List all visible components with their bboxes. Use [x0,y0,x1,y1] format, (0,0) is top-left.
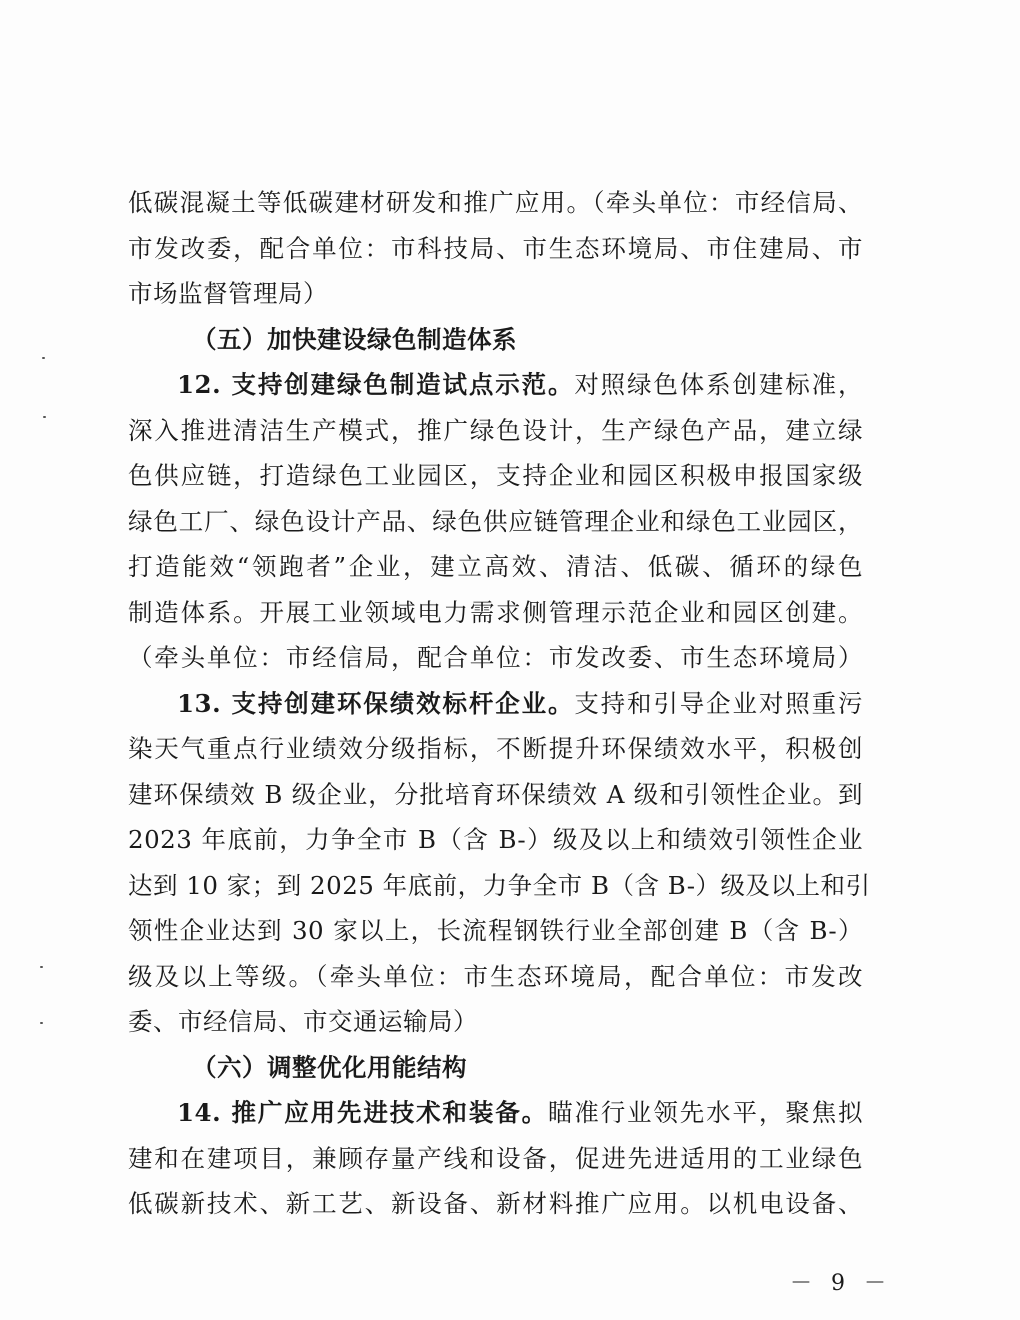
text-line: 色供应链，打造绿色工业园区，支持企业和园区积极申报国家级 [128,461,863,490]
text-line: 绿色工厂、绿色设计产品、绿色供应链管理企业和绿色工业园区， [128,506,863,536]
document-body [128,180,871,1227]
section-heading: （五）加快建设绿色制造体系 [192,324,517,354]
scan-speck [40,966,43,968]
item-text: 支持和引导企业对照重污 [574,688,863,718]
text-line: 低碳混凝土等低碳建材研发和推广应用。（牵头单位：市经信局、 [128,188,863,217]
section-heading: （六）调整优化用能结构 [192,1052,467,1082]
text-line: 领性企业达到 30 家以上，长流程钢铁行业全部创建 B（含 B-） [128,916,863,945]
scan-speck [40,1022,43,1024]
page-number: － 9 － [790,1271,892,1296]
text-line: （牵头单位：市经信局，配合单位：市发改委、市生态环境局） [128,643,863,672]
text-line: 市发改委，配合单位：市科技局、市生态环境局、市住建局、市 [128,233,863,263]
item-lead: 12. 支持创建绿色制造试点示范。 [177,370,575,399]
paragraph-first-line [128,1090,863,1136]
text-line: 2023 年底前，力争全市 B（含 B-）级及以上和绩效引领性企业 [128,825,863,854]
text-line: 建和在建项目，兼顾存量产线和设备，促进先进适用的工业绿色 [128,1143,863,1173]
item-text: 瞄准行业领先水平，聚焦拟 [547,1098,864,1127]
text-line: 建环保绩效 B 级企业，分批培育环保绩效 A 级和引领性企业。到 [128,779,863,809]
scan-speck [43,416,46,418]
text-line: 达到 10 家；到 2025 年底前，力争全市 B（含 B-）级及以上和引 [128,870,871,900]
text-line: 级及以上等级。（牵头单位：市生态环境局，配合单位：市发改 [128,961,863,991]
text-line: 深入推进清洁生产模式，推广绿色设计，生产绿色产品，建立绿 [128,415,863,445]
text-line: 市场监督管理局） [128,279,328,308]
item-text: 对照绿色体系创建标准， [574,370,863,399]
paragraph-first-line [128,681,863,727]
text-line: 打造能效“领跑者”企业，建立高效、清洁、低碳、循环的绿色 [128,552,863,581]
scan-speck [42,357,45,359]
text-line: 委、市经信局、市交通运输局） [128,1007,478,1036]
text-line: 低碳新技术、新工艺、新设备、新材料推广应用。以机电设备、 [128,1189,863,1218]
item-lead: 14. 推广应用先进技术和装备。 [177,1098,548,1127]
text-line: 染天气重点行业绩效分级指标，不断提升环保绩效水平，积极创 [128,734,863,763]
paragraph-first-line [128,362,863,408]
item-lead: 13. 支持创建环保绩效标杆企业。 [177,688,575,718]
text-line: 制造体系。开展工业领域电力需求侧管理示范企业和园区创建。 [128,597,863,627]
